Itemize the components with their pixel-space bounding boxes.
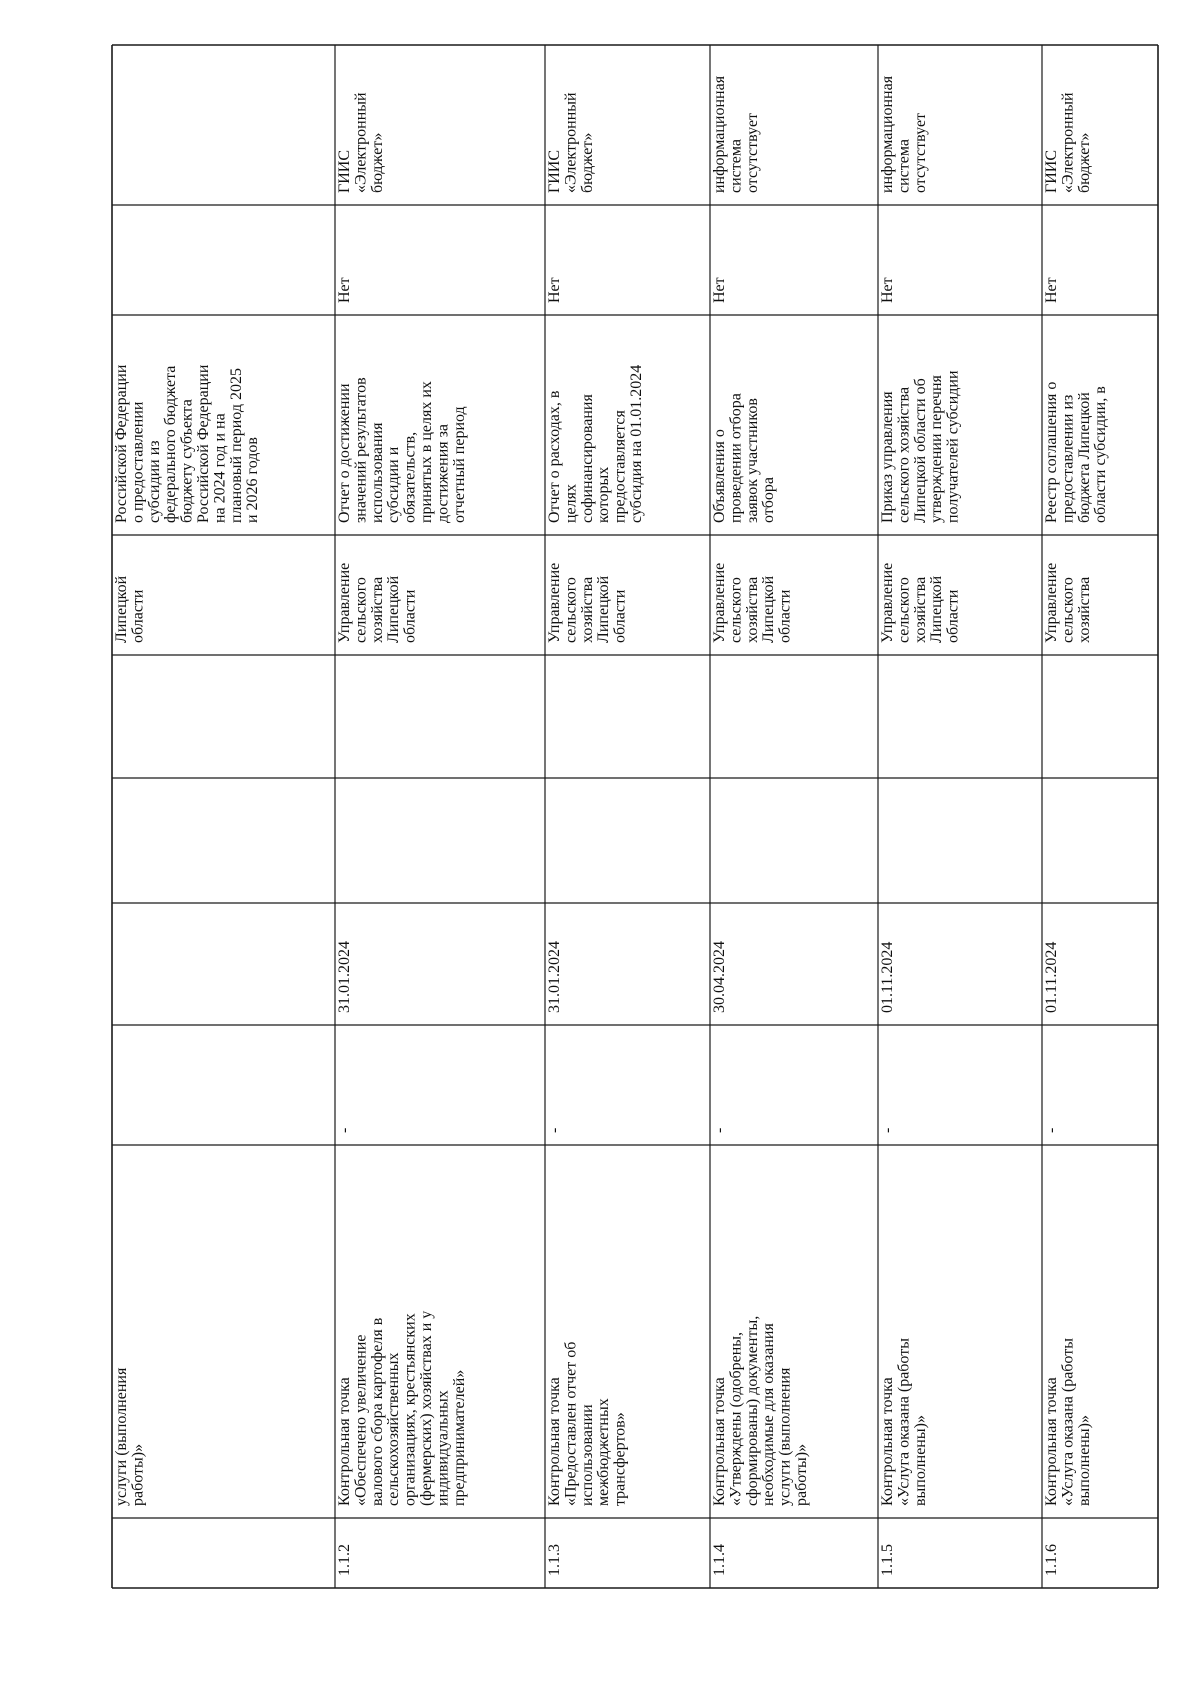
cell-document-line: достижения за bbox=[434, 423, 452, 523]
cell-control-point-name-line: (фермерских) хозяйствах и у bbox=[418, 1310, 435, 1506]
cell-approval-line: Нет bbox=[336, 277, 353, 303]
cell-document-line: Приказ управления bbox=[879, 391, 896, 523]
cell-approval bbox=[879, 277, 896, 303]
cell-deadline-line: 31.01.2024 bbox=[546, 941, 563, 1013]
cell-control-point-name-line: валового сбора картофеля в bbox=[368, 1317, 386, 1506]
cell-document-line: субсидия на 01.01.2024 bbox=[628, 364, 645, 523]
cell-responsible-line: сельского bbox=[727, 577, 745, 643]
cell-document-line: отчетный период bbox=[450, 406, 468, 523]
cell-responsible-line: Липецкой bbox=[595, 575, 613, 643]
cell-number-line: 1.1.2 bbox=[336, 1544, 353, 1576]
cell-document-line: отбора bbox=[760, 476, 778, 523]
cell-information-system-line: «Электронный bbox=[562, 92, 580, 193]
cell-start-date-line: - bbox=[1043, 1127, 1060, 1133]
cell-number bbox=[336, 1544, 353, 1576]
cell-information-system bbox=[546, 92, 596, 193]
cell-document-line: обязательств, bbox=[401, 431, 419, 523]
cell-start-date bbox=[1043, 1128, 1060, 1133]
cell-information-system-line: информационная bbox=[879, 75, 896, 193]
cell-responsible-line: области bbox=[129, 589, 147, 643]
cell-number-line: 1.1.4 bbox=[711, 1544, 728, 1576]
cell-control-point-name bbox=[879, 1338, 929, 1506]
cell-control-point-name-line: использовании bbox=[578, 1404, 596, 1506]
cell-document-line: субсидии из bbox=[145, 440, 163, 523]
cell-responsible-line: хозяйства bbox=[911, 576, 929, 643]
cell-deadline-line: 01.11.2024 bbox=[879, 941, 896, 1013]
cell-document-line: значений результатов bbox=[352, 377, 370, 523]
cell-control-point-name-line: Контрольная точка bbox=[711, 1377, 728, 1506]
cell-document-line: использования bbox=[368, 422, 386, 523]
cell-responsible-line: Липецкой bbox=[113, 575, 130, 643]
cell-responsible-line: сельского bbox=[1059, 577, 1077, 643]
cell-number bbox=[1043, 1544, 1060, 1576]
table-grid bbox=[112, 45, 1158, 1588]
cell-information-system bbox=[336, 92, 386, 193]
cell-responsible bbox=[879, 563, 962, 643]
cell-responsible-line: области bbox=[776, 589, 794, 643]
cell-document-line: Отчет о достижении bbox=[336, 383, 353, 523]
cell-document-line: сельского хозяйства bbox=[895, 386, 913, 523]
cell-approval-line: Нет bbox=[1043, 277, 1060, 303]
cell-responsible-line: хозяйства bbox=[743, 576, 761, 643]
cell-responsible-line: хозяйства bbox=[578, 576, 596, 643]
cell-document-line: Объявления о bbox=[711, 429, 728, 523]
cell-document-line: о предоставлении bbox=[129, 401, 147, 523]
cell-control-point-name-line: Контрольная точка bbox=[336, 1377, 353, 1506]
cell-responsible-line: Липецкой bbox=[928, 575, 946, 643]
cell-information-system-line: бюджет» bbox=[578, 132, 596, 193]
cell-control-point-name-line: работы)» bbox=[793, 1443, 810, 1506]
cell-responsible-line: сельского bbox=[352, 577, 370, 643]
cell-responsible-line: области bbox=[401, 589, 419, 643]
cell-approval bbox=[711, 277, 728, 303]
cell-document bbox=[711, 393, 777, 523]
cell-control-point-name-line: предпринимателей» bbox=[450, 1369, 468, 1506]
cell-control-point-name-line: выполнены)» bbox=[1075, 1415, 1093, 1506]
cell-start-date bbox=[879, 1128, 896, 1133]
cell-control-point-name bbox=[711, 1316, 810, 1506]
cell-document-line: плановый период 2025 bbox=[227, 368, 245, 523]
cell-deadline bbox=[546, 941, 563, 1013]
cell-control-point-name-line: «Предоставлен отчет об bbox=[562, 1341, 580, 1506]
cell-information-system bbox=[879, 75, 929, 193]
cell-control-point-name-line: трансфертов» bbox=[611, 1412, 629, 1506]
cell-document-line: бюджета Липецкой bbox=[1075, 392, 1093, 523]
cell-start-date-line: - bbox=[546, 1127, 563, 1133]
cell-information-system-line: система bbox=[727, 139, 745, 193]
cell-number bbox=[879, 1544, 896, 1576]
cell-deadline-line: 31.01.2024 bbox=[336, 941, 353, 1013]
cell-control-point-name-line: «Обеспечено увеличение bbox=[352, 1334, 370, 1506]
cell-approval bbox=[546, 277, 563, 303]
cell-document bbox=[336, 377, 468, 523]
cell-number-line: 1.1.6 bbox=[1043, 1544, 1060, 1576]
cell-document-line: Отчет о расходах, в bbox=[546, 390, 563, 523]
cell-information-system-line: «Электронный bbox=[1059, 92, 1077, 193]
cell-responsible-line: Управление bbox=[879, 562, 896, 643]
cell-document-line: Липецкой области об bbox=[911, 378, 929, 523]
cell-responsible-line: Липецкой bbox=[760, 575, 778, 643]
cell-start-date-line: - bbox=[879, 1127, 896, 1133]
cell-document-line: целях bbox=[562, 483, 580, 523]
cell-information-system-line: «Электронный bbox=[352, 92, 370, 193]
cell-document-line: предоставлении из bbox=[1059, 394, 1077, 523]
cell-document-line: субсидии и bbox=[385, 446, 403, 523]
cell-responsible-line: Управление bbox=[1043, 562, 1060, 643]
cell-deadline-line: 01.11.2024 bbox=[1043, 941, 1060, 1013]
cell-deadline bbox=[1043, 942, 1060, 1013]
cell-responsible-line: хозяйства bbox=[368, 576, 386, 643]
cell-information-system-line: бюджет» bbox=[1075, 132, 1093, 193]
cell-control-point-name-line: индивидуальных bbox=[434, 1390, 452, 1506]
cell-number-line: 1.1.5 bbox=[879, 1544, 896, 1576]
cell-deadline bbox=[879, 942, 896, 1013]
cell-document bbox=[546, 365, 645, 523]
cell-document-line: на 2024 год и на bbox=[211, 413, 229, 523]
cell-document-line: Российской Федерации bbox=[195, 364, 212, 523]
cell-document-line: Реестр соглашения о bbox=[1043, 381, 1060, 523]
cell-document-line: принятых в целях их bbox=[418, 381, 435, 523]
cell-control-point-name-line: выполнены)» bbox=[911, 1415, 929, 1506]
cell-information-system-line: информационная bbox=[711, 75, 728, 193]
cell-information-system-line: отсутствует bbox=[743, 112, 761, 193]
cell-deadline-line: 30.04.2024 bbox=[711, 941, 728, 1013]
cell-responsible-line: Управление bbox=[336, 562, 353, 643]
cell-control-point-name-line: Контрольная точка bbox=[546, 1377, 563, 1506]
cell-document-line: которых bbox=[595, 466, 613, 523]
cell-start-date bbox=[711, 1128, 728, 1133]
cell-document-line: федерального бюджета bbox=[162, 365, 180, 523]
cell-control-point-name bbox=[1043, 1338, 1093, 1506]
cell-approval bbox=[1043, 277, 1060, 303]
cell-number-line: 1.1.3 bbox=[546, 1544, 563, 1576]
cell-responsible-line: Управление bbox=[711, 562, 728, 643]
cell-responsible bbox=[711, 563, 794, 643]
cell-document-line: Российской Федерации bbox=[113, 364, 130, 523]
cell-document-line: утверждении перечня bbox=[928, 375, 946, 523]
cell-control-point-name-line: организациях, крестьянских bbox=[401, 1313, 419, 1506]
cell-control-point-name-line: работы)» bbox=[129, 1443, 147, 1506]
cell-document-line: бюджету субъекта bbox=[178, 399, 196, 523]
cell-number bbox=[711, 1544, 728, 1576]
cell-responsible bbox=[546, 563, 629, 643]
cell-information-system bbox=[1043, 92, 1093, 193]
cell-control-point-name-line: Контрольная точка bbox=[879, 1377, 896, 1506]
cell-control-point-name-line: Контрольная точка bbox=[1043, 1377, 1060, 1506]
cell-document bbox=[879, 370, 962, 523]
cell-responsible bbox=[1043, 563, 1093, 643]
cell-control-point-name bbox=[113, 1367, 146, 1506]
cell-control-point-name bbox=[336, 1311, 468, 1506]
cell-control-point-name-line: услуги (выполнения bbox=[113, 1367, 130, 1506]
cell-responsible-line: Липецкой bbox=[385, 575, 403, 643]
cell-start-date bbox=[336, 1128, 353, 1133]
cell-document-line: области субсидии, в bbox=[1092, 386, 1110, 523]
cell-control-point-name-line: «Утверждены (одобрены, bbox=[727, 1331, 745, 1506]
cell-information-system-line: ГИИС bbox=[1043, 149, 1060, 193]
cell-number bbox=[546, 1544, 563, 1576]
cell-approval-line: Нет bbox=[879, 277, 896, 303]
cell-responsible-line: Управление bbox=[546, 562, 563, 643]
cell-control-point-name-line: сельскохозяйственных bbox=[385, 1352, 403, 1506]
cell-document-line: получателей субсидии bbox=[944, 370, 962, 523]
cell-information-system-line: бюджет» bbox=[368, 132, 386, 193]
cell-control-point-name-line: «Услуга оказана (работы bbox=[1059, 1338, 1077, 1506]
cell-deadline bbox=[711, 941, 728, 1013]
cell-responsible bbox=[336, 563, 419, 643]
cell-document bbox=[1043, 382, 1109, 523]
cell-document-line: предоставляется bbox=[611, 410, 629, 523]
cell-approval-line: Нет bbox=[546, 277, 563, 303]
cell-document-line: проведении отбора bbox=[727, 393, 745, 523]
cell-control-point-name-line: «Услуга оказана (работы bbox=[895, 1338, 913, 1506]
cell-document-line: и 2026 годов bbox=[244, 437, 262, 523]
table-cells bbox=[113, 75, 1109, 1576]
cell-information-system-line: ГИИС bbox=[336, 149, 353, 193]
cell-deadline bbox=[336, 941, 353, 1013]
cell-approval-line: Нет bbox=[711, 277, 728, 303]
cell-start-date-line: - bbox=[711, 1127, 728, 1133]
cell-start-date bbox=[546, 1128, 563, 1133]
cell-information-system bbox=[711, 75, 761, 193]
cell-responsible bbox=[113, 575, 146, 643]
cell-control-point-name-line: сформированы) документы, bbox=[743, 1315, 761, 1506]
cell-information-system-line: отсутствует bbox=[911, 112, 929, 193]
cell-responsible-line: сельского bbox=[895, 577, 913, 643]
cell-document-line: заявок участников bbox=[743, 398, 761, 523]
cell-control-point-name-line: межбюджетных bbox=[595, 1398, 613, 1506]
cell-control-point-name bbox=[546, 1342, 629, 1506]
cell-responsible-line: сельского bbox=[562, 577, 580, 643]
cell-approval bbox=[336, 277, 353, 303]
cell-information-system-line: система bbox=[895, 139, 913, 193]
cell-document bbox=[113, 364, 261, 523]
cell-document-line: софинансирования bbox=[578, 394, 596, 523]
cell-control-point-name-line: необходимые для оказания bbox=[760, 1323, 778, 1506]
cell-responsible-line: области bbox=[944, 589, 962, 643]
cell-responsible-line: области bbox=[611, 589, 629, 643]
cell-responsible-line: хозяйства bbox=[1075, 576, 1093, 643]
cell-start-date-line: - bbox=[336, 1127, 353, 1133]
cell-control-point-name-line: услуги (выполнения bbox=[776, 1367, 794, 1506]
cell-information-system-line: ГИИС bbox=[546, 149, 563, 193]
